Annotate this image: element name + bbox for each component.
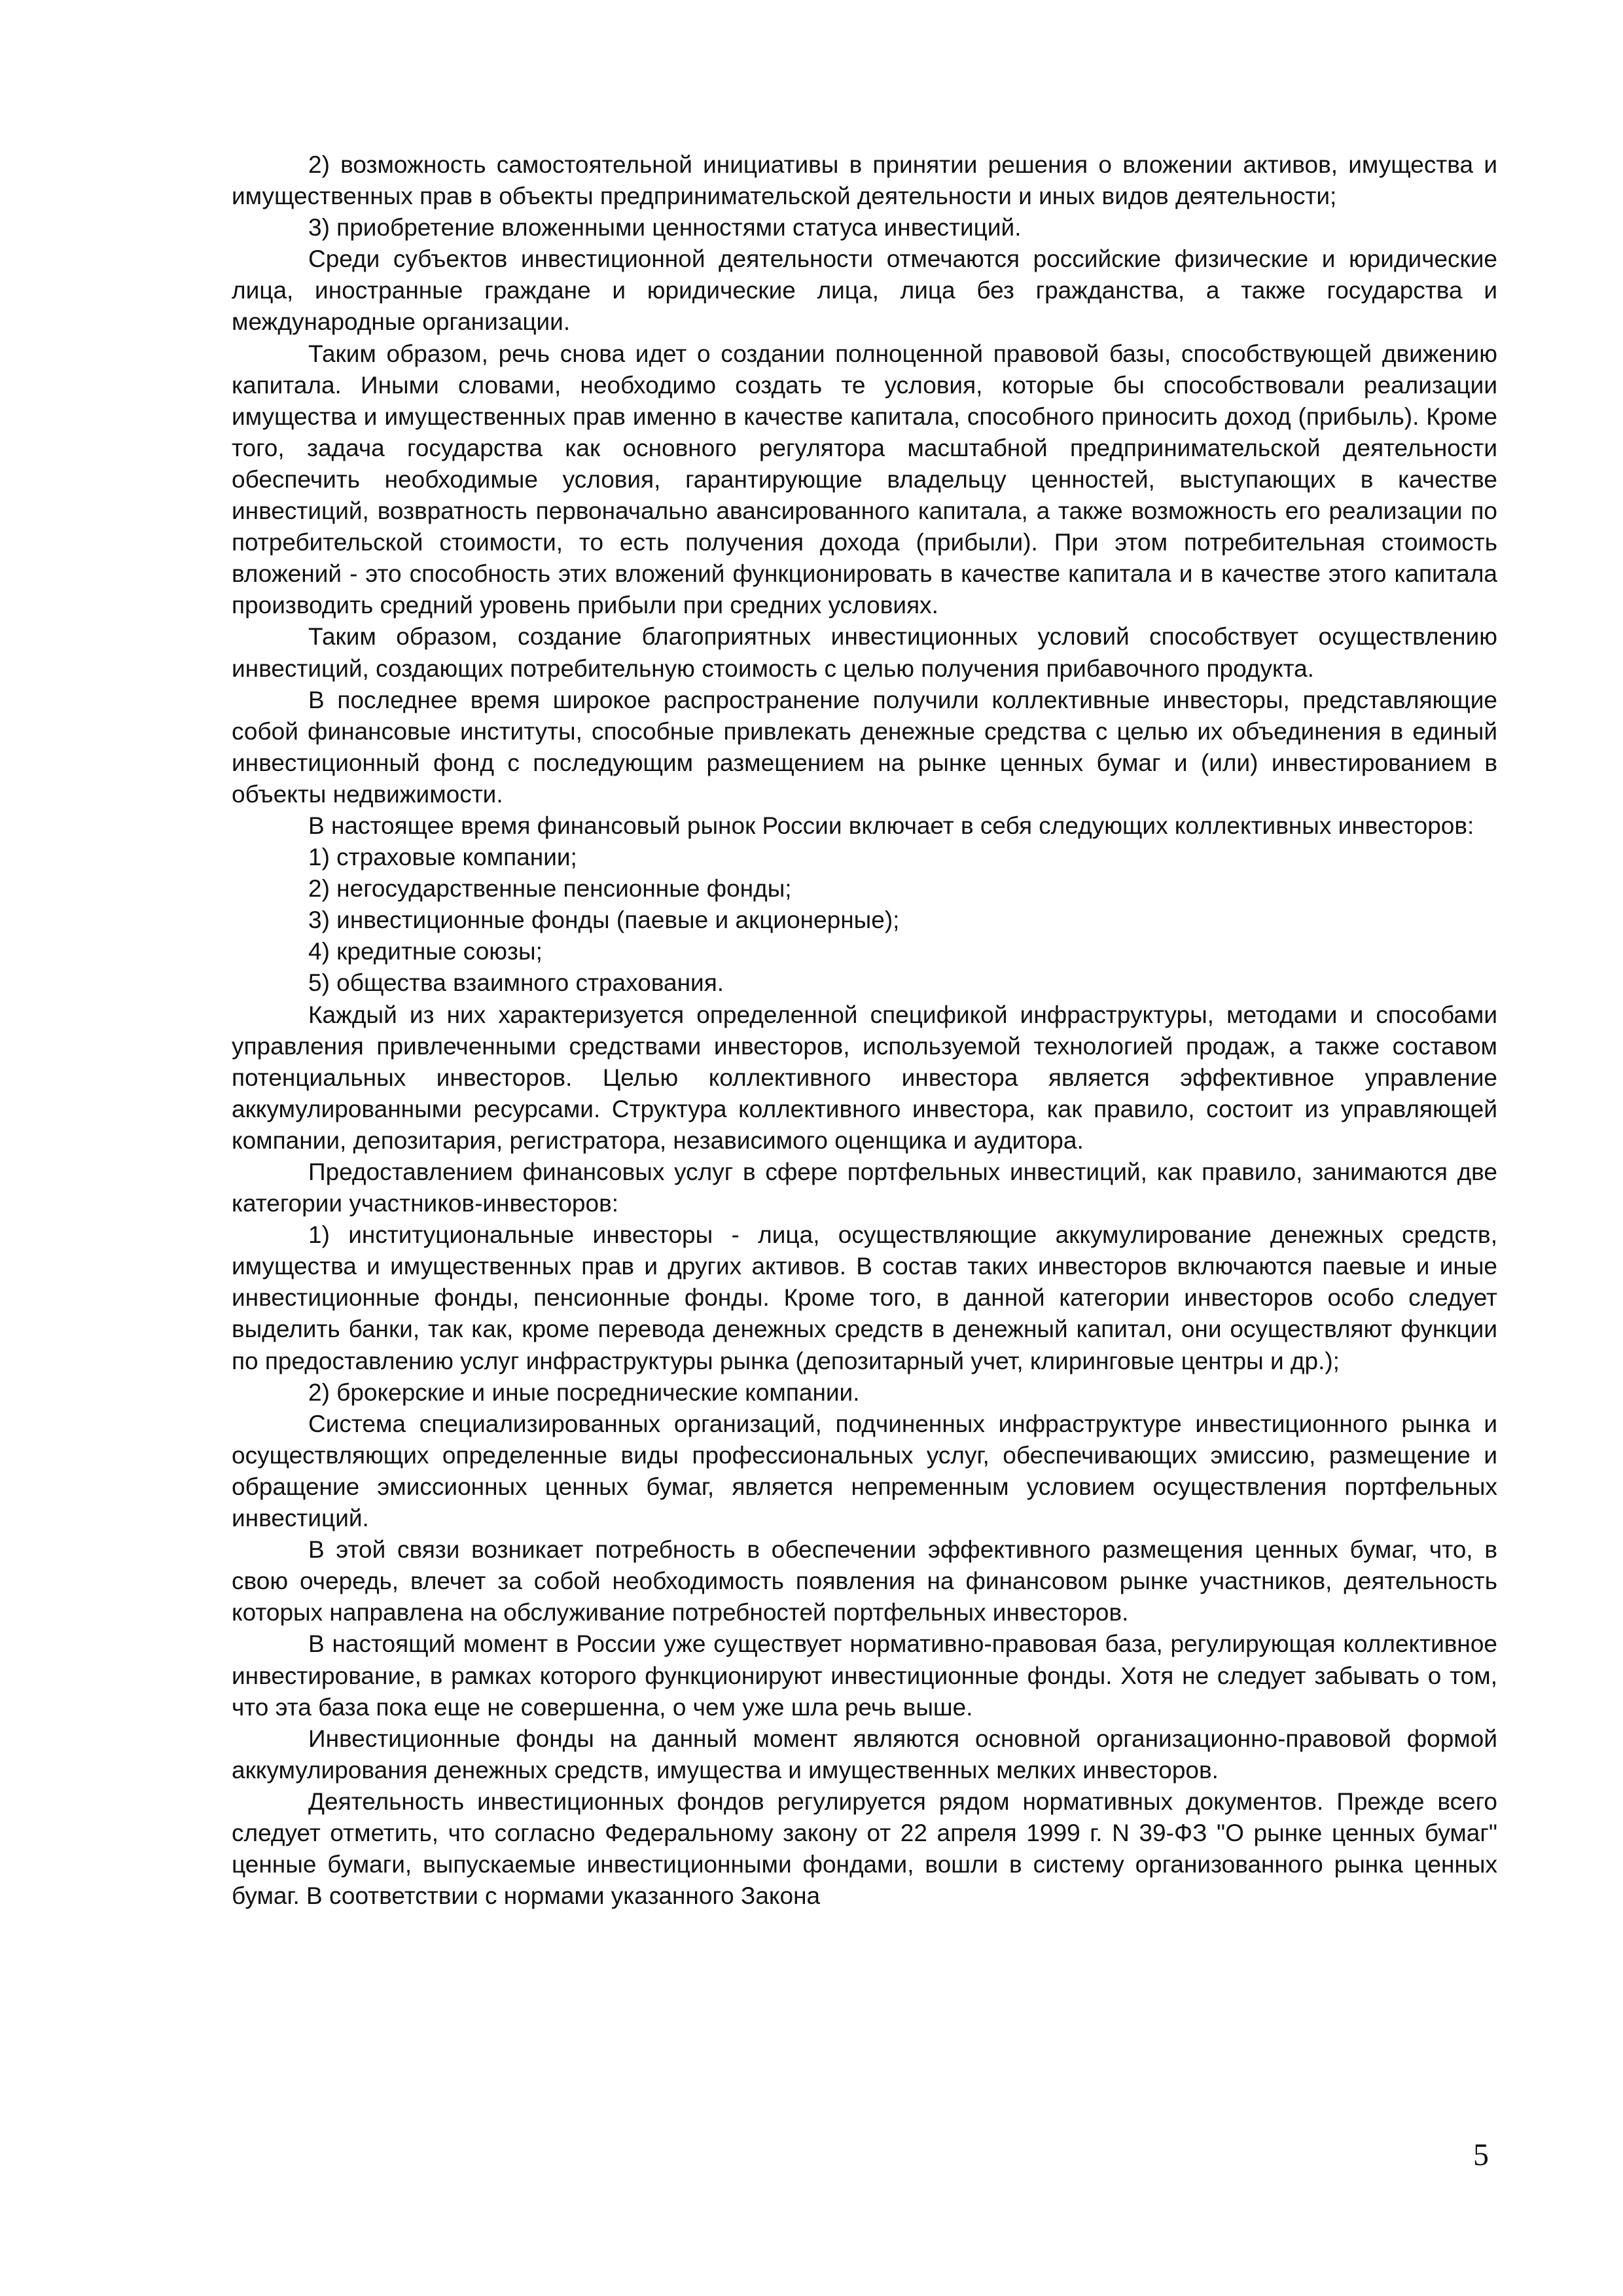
paragraph: 3) приобретение вложенными ценностями статуса инвестиций. [308, 214, 1022, 242]
paragraph: В настоящее время финансовый рынок России включает в себя следующих коллективных инвесторов: [308, 812, 1474, 839]
paragraph: Инвестиционные фонды на данный момент являются основной организационно-правовой формой аккумулирования денежных средств, имущества и имущественных мелких инвесторов. [232, 1725, 1497, 1784]
list-item: 1) страховые компании; [308, 844, 577, 871]
list-item: 3) инвестиционные фонды (паевые и акционерные); [308, 906, 900, 934]
paragraph: Предоставлением финансовых услуг в сфере портфельных инвестиций, как правило, занимаются две категории участников-инвесторов: [232, 1158, 1497, 1217]
body-text [232, 149, 1497, 1912]
list-item: 1) институциональные инвесторы - лица, осуществляющие аккумулирование денежных средств, имущества и имущественных прав и других активов. В состав таких инвесторов включаются паевые и иные инвестиционные фонды, пенсионные фонды. Кроме того, в данной категории инвесторов особо следует выделить банки, так как, кроме перевода денежных средств в денежный капитал, они осуществляют функции по предоставлению услуг инфраструктуры рынка (депозитарный учет, клиринговые центры и др.); [232, 1221, 1497, 1374]
page-number: 5 [1473, 2138, 1489, 2172]
paragraph: В этой связи возникает потребность в обеспечении эффективного размещения ценных бумаг, что, в свою очередь, влечет за собой необходимость появления на финансовом рынке участников, деятельность которых направлена на обслуживание потребностей портфельных инвесторов. [232, 1536, 1497, 1626]
paragraph: Каждый из них характеризуется определенной спецификой инфраструктуры, методами и способами управления привлеченными средствами инвесторов, используемой технологией продаж, а также составом потенциальных инвесторов. Целью коллективного инвестора является эффективное управление аккумулированными ресурсами. Структура коллективного инвестора, как правило, состоит из управляющей компании, депозитария, регистратора, независимого оценщика и аудитора. [232, 1001, 1497, 1154]
paragraph: Таким образом, создание благоприятных инвестиционных условий способствует осуществлению инвестиций, создающих потребительную стоимость с целью получения прибавочного продукта. [232, 623, 1497, 682]
paragraph: В последнее время широкое распространение получили коллективные инвесторы, представляющие собой финансовые институты, способные привлекать денежные средства с целью их объединения в единый инвестиционный фонд с последующим размещением на рынке ценных бумаг и (или) инвестированием в объекты недвижимости. [232, 686, 1497, 808]
paragraph: В настоящий момент в России уже существует нормативно-правовая база, регулирующая коллективное инвестирование, в рамках которого функционируют инвестиционные фонды. Хотя не следует забывать о том, что эта база пока еще не совершенна, о чем уже шла речь выше. [232, 1630, 1497, 1721]
paragraph: Таким образом, речь снова идет о создании полноценной правовой базы, способствующей движению капитала. Иными словами, необходимо создать те условия, которые бы способствовали реализации имущества и имущественных прав именно в качестве капитала, способного приносить доход (прибыль). Кроме того, задача государства как основного регулятора масштабной предпринимательской деятельности обеспечить необходимые условия, гарантирующие владельцу ценностей, выступающих в качестве инвестиций, возвратность первоначально авансированного капитала, а также возможность его реализации по потребительской стоимости, то есть получения дохода (прибыли). При этом потребительная стоимость вложений - это способность этих вложений функционировать в качестве капитала и в качестве этого капитала производить средний уровень прибыли при средних условиях. [232, 340, 1497, 619]
paragraph: Среди субъектов инвестиционной деятельности отмечаются российские физические и юридические лица, иностранные граждане и юридические лица, лица без гражданства, а также государства и международные организации. [232, 245, 1497, 336]
paragraph: Деятельность инвестиционных фондов регулируется рядом нормативных документов. Прежде всего следует отметить, что согласно Федеральному закону от 22 апреля 1999 г. N 39-ФЗ "О рынке ценных бумаг" ценные бумаги, выпускаемые инвестиционными фондами, вошли в систему организованного рынка ценных бумаг. В соответствии с нормами указанного Закона [232, 1787, 1497, 1910]
list-item: 4) кредитные союзы; [308, 938, 543, 965]
list-item: 2) брокерские и иные посреднические компании. [308, 1378, 860, 1406]
paragraph: 2) возможность самостоятельной инициативы в принятии решения о вложении активов, имущества и имущественных прав в объекты предпринимательской деятельности и иных видов деятельности; [232, 151, 1497, 210]
paragraph: Система специализированных организаций, подчиненных инфраструктуре инвестиционного рынка и осуществляющих определенные виды профессиональных услуг, обеспечивающих эмиссию, размещение и обращение эмиссионных ценных бумаг, является непременным условием осуществления портфельных инвестиций. [232, 1410, 1497, 1532]
list-item: 2) негосударственные пенсионные фонды; [308, 875, 792, 903]
list-item: 5) общества взаимного страхования. [308, 969, 724, 997]
